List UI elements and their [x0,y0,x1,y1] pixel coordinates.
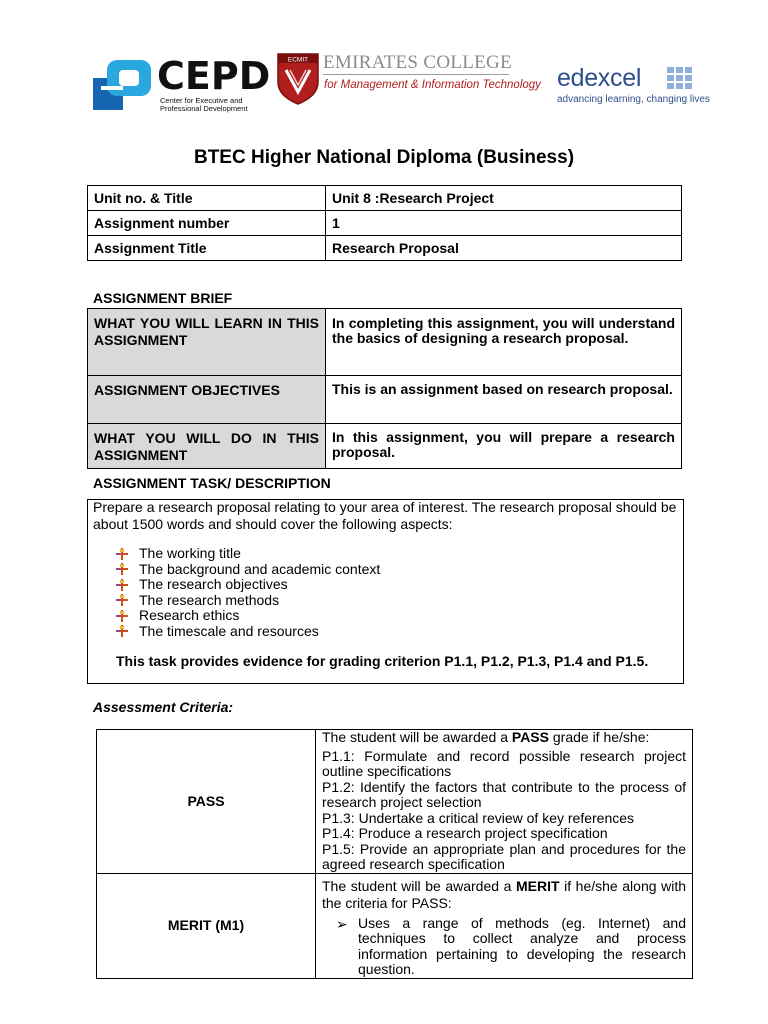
edexcel-tagline: advancing learning, changing lives [557,94,710,105]
table-row [97,730,693,874]
cepd-logo-icon [93,60,151,110]
table-row [88,211,682,236]
pass-criteria-cell [316,730,693,874]
pin-bullet-icon [116,579,128,591]
emirates-logo-subtitle: for Management & Information Technology [324,79,541,91]
assignment-number-label: Assignment number [88,211,326,236]
table-row [97,873,693,978]
do-label: WHAT YOU WILL DO IN THIS ASSIGNMENT [88,424,326,469]
emirates-logo-divider [323,74,509,75]
merit-item-list [322,916,686,978]
unit-title-value: Unit 8 :Research Project [326,186,682,211]
objectives-label: ASSIGNMENT OBJECTIVES [88,376,326,424]
assignment-task-heading: ASSIGNMENT TASK/ DESCRIPTION [93,475,331,491]
task-aspect-list [116,546,380,639]
assessment-criteria-table [96,729,693,979]
emirates-badge-text: ECMIT [287,56,309,64]
pin-bullet-icon [116,563,128,575]
arrow-bullet-icon: ➢ [336,915,348,932]
list-item: The working title [116,546,380,562]
assignment-title-value: Research Proposal [326,236,682,261]
table-row [88,186,682,211]
table-row [88,236,682,261]
document-title: BTEC Higher National Diploma (Business) [193,147,575,168]
list-item: The research methods [116,593,380,609]
assignment-number-value: 1 [326,211,682,236]
criterion-p1-3: P1.3: Undertake a critical review of key references [322,809,635,826]
do-value: In this assignment, you will prepare a research proposal. [326,424,682,469]
table-row [88,376,682,424]
pin-bullet-icon [116,610,128,622]
pin-bullet-icon [116,594,128,606]
learn-label: WHAT YOU WILL LEARN IN THIS ASSIGNMENT [88,309,326,376]
assignment-brief-table [87,308,682,469]
criterion-p1-1: P1.1: Formulate and record possible research project outline specifications [322,747,686,779]
cepd-logo-subtitle: Center for Executive and Professional Development [160,96,248,113]
list-item: The timescale and resources [116,624,380,640]
edexcel-logo-text: edexcel [557,64,642,92]
assessment-criteria-heading: Assessment Criteria: [93,699,234,715]
pass-intro: The student will be awarded a PASS grade if he/she: [322,729,650,745]
pass-grade-label: PASS [97,730,316,874]
list-item: The background and academic context [116,562,380,578]
criterion-p1-4: P1.4: Produce a research project specification [322,825,608,841]
emirates-shield-icon [276,52,320,105]
objectives-value: This is an assignment based on research proposal. [326,376,682,424]
criterion-p1-5: P1.5: Provide an appropriate plan and procedures for the agreed research specification [322,840,686,872]
criterion-p1-2: P1.2: Identify the factors that contribute to the process of research project selection [322,778,686,810]
table-row [88,424,682,469]
emirates-logo-title: EMIRATES COLLEGE [323,52,512,73]
grading-evidence-note: This task provides evidence for grading criterion P1.1, P1.2, P1.3, P1.4 and P1.5. [116,653,649,669]
pin-bullet-icon [116,548,128,560]
merit-intro: The student will be awarded a MERIT if he/she along with the criteria for PASS: [322,877,686,911]
pin-bullet-icon [116,625,128,637]
assignment-brief-heading: ASSIGNMENT BRIEF [93,290,233,306]
list-item: ➢ Uses a range of methods (eg. Internet) and techniques to collect analyze and process information pertaining to developing the research question. [336,914,686,977]
unit-info-table [87,185,682,261]
table-row [88,309,682,376]
edexcel-grid-icon [667,67,694,91]
merit-criteria-cell [316,873,693,978]
cepd-logo-text: CEPD [157,54,271,98]
unit-title-label: Unit no. & Title [88,186,326,211]
task-intro: Prepare a research proposal relating to your area of interest. The research proposal should be about 1500 words and should cover the following aspects: [93,499,677,532]
list-item: The research objectives [116,577,380,593]
assignment-title-label: Assignment Title [88,236,326,261]
list-item: Research ethics [116,608,380,624]
learn-value: In completing this assignment, you will understand the basics of designing a research proposal. [326,309,682,376]
merit-grade-label: MERIT (M1) [97,873,316,978]
